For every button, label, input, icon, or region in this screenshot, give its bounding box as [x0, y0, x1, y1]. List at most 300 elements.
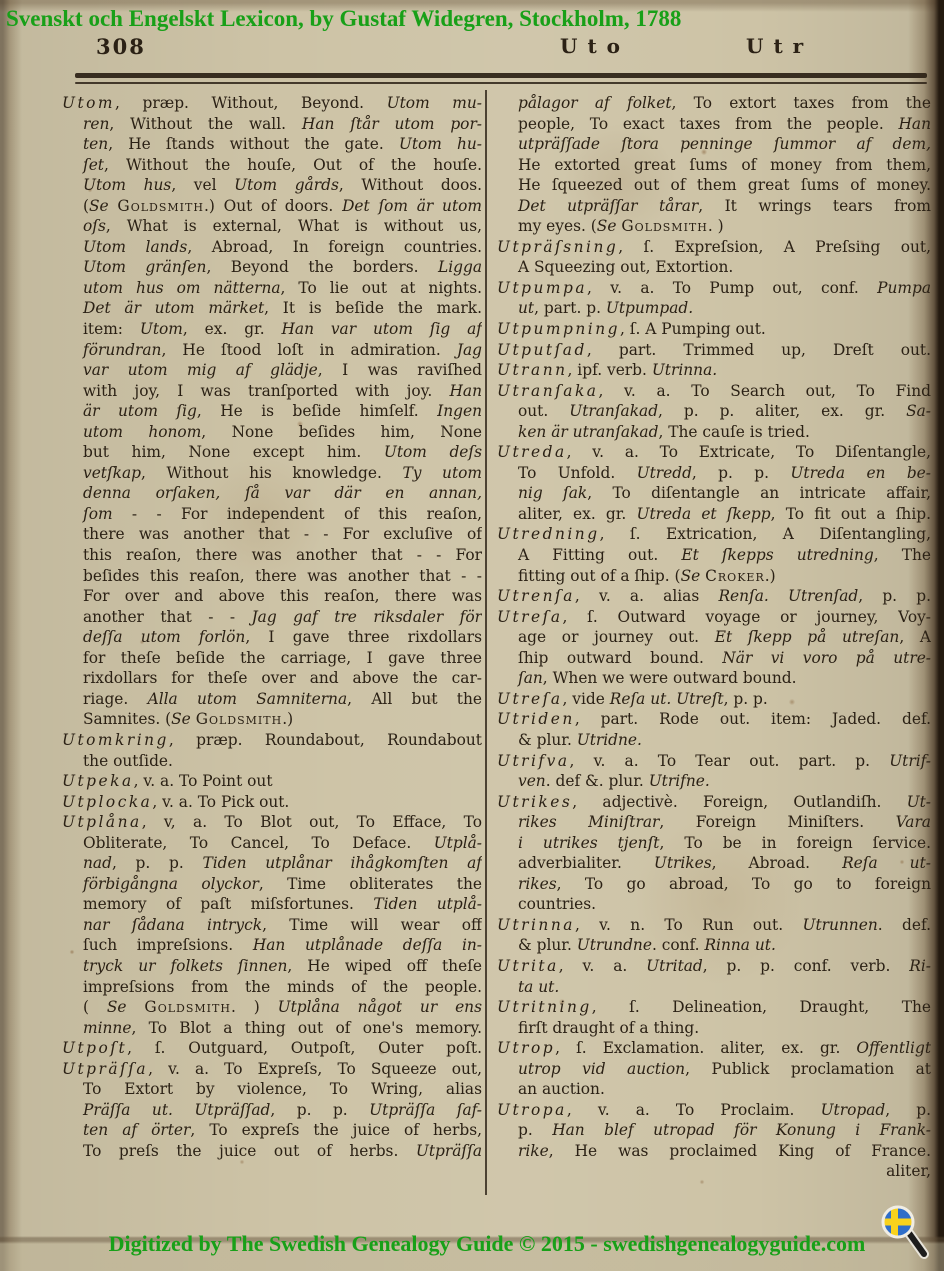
text-line: [62, 1120, 482, 1141]
text-segment: Utplåna något ur ens: [277, 998, 482, 1017]
text-segment: Tiden utplånar ihågkomſten af: [202, 854, 482, 873]
headword: Utplocka: [62, 792, 153, 811]
text-segment: & plur.: [518, 730, 577, 749]
text-segment: ſuch impreſsions.: [83, 936, 253, 955]
headword: Utom: [62, 94, 116, 112]
text-segment: , p.: [885, 1100, 931, 1119]
text-line: [62, 155, 482, 176]
text-segment: aliter,: [886, 1162, 931, 1181]
text-line: [62, 93, 482, 114]
text-segment: (: [83, 196, 90, 215]
text-line: [497, 956, 931, 977]
text-line: [62, 442, 482, 463]
text-line: [497, 833, 931, 854]
text-segment: minne: [83, 1018, 132, 1037]
text-segment: rikes Miniſtrar: [518, 813, 660, 832]
text-segment: To Extort by violence, To Wring, alias: [83, 1080, 482, 1099]
text-segment: utrop vid auction: [518, 1059, 686, 1078]
text-segment: for theſe beſide the carriage, I gave three: [83, 648, 482, 667]
headword: Utpeka: [62, 772, 134, 791]
text-line: [497, 1059, 931, 1080]
text-segment: , v. a. alias: [574, 587, 719, 606]
text-segment: var utom mig af glädje: [83, 361, 318, 380]
text-segment: , He was proclaimed King of France.: [548, 1141, 931, 1160]
text-segment: Reſa ut-: [842, 854, 931, 873]
text-line: [62, 1079, 482, 1100]
text-line: [62, 668, 482, 689]
text-segment: Han utplånade deſſa in-: [252, 936, 482, 955]
text-segment: Jag gaf tre riksdaler för: [251, 607, 482, 626]
text-segment: Utreda en be-: [790, 463, 931, 482]
text-segment: Jag: [456, 340, 482, 359]
text-line: [497, 689, 931, 710]
text-line: [497, 442, 931, 463]
text-segment: nar ſådana intryck: [83, 915, 263, 934]
text-segment: Utritad: [646, 956, 703, 975]
text-line: [497, 360, 931, 381]
text-segment: Det ſom är utom: [342, 196, 482, 215]
text-segment: , He ſtood loſt in admiration.: [161, 340, 457, 359]
text-segment: To preſs the juice out of herbs.: [83, 1141, 416, 1160]
text-line: [497, 216, 931, 237]
text-segment: , He ſtands without the gate.: [108, 135, 399, 154]
text-segment: , ſ. Extrication, A Diſentangling,: [599, 525, 931, 544]
text-line: [497, 1079, 931, 1100]
headword: Utpoſt: [62, 1039, 128, 1058]
catchword: [497, 1161, 931, 1182]
text-segment: an auction.: [518, 1080, 605, 1099]
text-segment: , Time obliterates the: [258, 874, 482, 893]
text-segment: ſet: [83, 155, 104, 174]
text-segment: Det är utom märket: [83, 299, 265, 318]
headword: Utreſa: [497, 689, 563, 708]
text-segment: rixdollars for theſe over and above the car-: [83, 669, 482, 688]
text-line: [62, 586, 482, 607]
text-segment: , I was raviſhed: [317, 361, 482, 380]
text-segment: another that - -: [83, 607, 252, 626]
text-segment: .) Out of doors.: [203, 196, 343, 215]
text-segment: , adjectivè. Foreign, Outlandiſh.: [572, 792, 907, 811]
text-line: [62, 381, 482, 402]
text-segment: , The: [873, 546, 931, 565]
text-segment: Ingen: [437, 402, 482, 421]
headword: Utrop: [497, 1039, 556, 1058]
text-segment: Utridne.: [576, 730, 642, 749]
running-head-left: Uto: [560, 34, 631, 58]
text-segment: countries.: [518, 895, 597, 914]
text-line: [497, 751, 931, 772]
text-segment: age or journey out.: [518, 628, 715, 647]
text-line: [62, 114, 482, 135]
text-segment: Alla utom Samniterna: [147, 689, 348, 708]
text-segment: ta ut.: [518, 977, 560, 996]
text-line: [497, 771, 931, 792]
text-line: [62, 792, 482, 813]
text-line: [62, 175, 482, 196]
text-segment: Utom: [139, 320, 183, 339]
text-line: [62, 709, 482, 730]
text-segment: Utpräſſa ſaf-: [369, 1100, 482, 1119]
text-line: [497, 298, 931, 319]
page-number: 308: [96, 34, 146, 59]
text-segment: oſs: [83, 217, 106, 236]
text-segment: , Foreign Miniſters.: [659, 813, 896, 832]
text-segment: Utrikes: [653, 854, 712, 873]
text-segment: Utranſakad: [569, 402, 659, 421]
text-line: [497, 463, 931, 484]
text-segment: memory of paſt miſsfortunes.: [83, 895, 374, 914]
text-segment: , To go abroad, To go to foreign: [556, 874, 931, 893]
text-line: [62, 1100, 482, 1121]
text-line: [62, 319, 482, 340]
text-segment: , part. p.: [534, 299, 606, 318]
text-segment: , It is beſide the mark.: [264, 299, 482, 318]
text-segment: , præp. Roundabout, Roundabout: [168, 730, 482, 749]
text-segment: vetſkap: [83, 463, 142, 482]
headword: Utrann: [497, 361, 568, 380]
text-line: [62, 689, 482, 710]
text-line: [62, 833, 482, 854]
text-segment: . def.: [877, 915, 931, 934]
text-segment: , p. p.: [858, 587, 931, 606]
text-line: [497, 155, 931, 176]
text-segment: Han: [898, 114, 931, 133]
smallcaps-reference: Goldsmith: [621, 217, 708, 236]
smallcaps-reference: Croker: [705, 566, 765, 585]
text-segment: , To fit out a ſhip.: [770, 504, 931, 523]
text-segment: , Without the houſe, Out of the houſe.: [104, 155, 482, 174]
text-segment: , p. p.: [270, 1100, 370, 1119]
text-segment: Utpräſſa: [415, 1141, 482, 1160]
text-segment: ſom: [83, 504, 113, 523]
text-line: [497, 1038, 931, 1059]
text-segment: , ſ. Expreſsion, A Preſsing out,: [618, 237, 931, 256]
text-segment: . conf.: [651, 936, 705, 955]
text-segment: Ligga: [437, 258, 482, 277]
text-line: [497, 196, 931, 217]
headword: Utreda: [497, 443, 567, 462]
text-segment: .): [764, 566, 776, 585]
text-segment: , v. a.: [558, 956, 647, 975]
headword: Utpräſſa: [62, 1059, 149, 1078]
text-segment: fitting out of a ſhip. (: [518, 566, 681, 585]
text-segment: Obliterate, To Cancel, To Deface.: [83, 833, 434, 852]
text-line: [497, 381, 931, 402]
text-segment: rikes: [518, 874, 557, 893]
text-segment: , part. Trimmed up, Dreſt out.: [586, 340, 931, 359]
text-line: [62, 278, 482, 299]
text-segment: , v. a. To Pump out, conf.: [587, 278, 878, 297]
text-line: [62, 1038, 482, 1059]
text-line: [497, 237, 931, 258]
text-segment: with joy, I was tranſported with joy.: [83, 381, 450, 400]
text-line: [497, 504, 931, 525]
text-segment: - - For independent of this reaſon,: [112, 504, 482, 523]
column-divider: [485, 90, 487, 1195]
text-line: [497, 257, 931, 278]
text-line: [62, 956, 482, 977]
text-line: [497, 709, 931, 730]
text-segment: pålagor af folket: [518, 94, 672, 112]
text-segment: , ex. gr.: [182, 320, 282, 339]
text-segment: , A: [899, 628, 931, 647]
headword: Utropa: [497, 1100, 567, 1119]
text-segment: , ſ. Outguard, Outpoſt, Outer poſt.: [127, 1039, 482, 1058]
text-segment: aliter, ex. gr.: [518, 504, 637, 523]
text-segment: Han: [449, 381, 482, 400]
swedish-flag-magnifier-icon: [876, 1202, 936, 1268]
text-line: [62, 401, 482, 422]
text-segment: i utrikes tjenſt: [518, 833, 660, 852]
text-segment: He ſqueezed out of them great ſums of money.: [518, 176, 931, 195]
headword: Utredning: [497, 525, 600, 544]
text-segment: utom honom: [83, 422, 202, 441]
text-segment: , To Blot a thing out of one's memory.: [131, 1018, 482, 1037]
text-segment: Utom mu-: [386, 94, 482, 112]
text-segment: Se: [171, 710, 196, 729]
text-segment: , v. a. To Search out, To Find: [598, 381, 931, 400]
text-line: [62, 504, 482, 525]
text-segment: Se: [106, 998, 145, 1017]
text-line: [497, 401, 931, 422]
headword: Utreſa: [497, 607, 563, 626]
text-segment: adverbialiter.: [518, 854, 654, 873]
text-segment: Utom gårds: [234, 176, 339, 195]
headword: Utrinna: [497, 915, 575, 934]
text-segment: A Squeezing out, Extortion.: [518, 258, 734, 277]
text-segment: Samnites. (: [83, 710, 172, 729]
headword: Utrifva: [497, 751, 570, 770]
text-segment: , He wiped off theſe: [287, 956, 482, 975]
text-segment: , The cauſe is tried.: [658, 422, 810, 441]
headword: Utriden: [497, 710, 575, 729]
text-segment: Utom hus: [83, 176, 172, 195]
text-line: [497, 874, 931, 895]
text-segment: p.: [518, 1121, 553, 1140]
text-line: [62, 463, 482, 484]
text-segment: , Publick proclamation at: [685, 1059, 931, 1078]
text-segment: firſt draught of a thing.: [518, 1018, 700, 1037]
headword: Utplåna: [62, 813, 142, 832]
text-segment: rike: [518, 1141, 549, 1160]
text-segment: , vide: [562, 689, 610, 708]
text-line: [62, 134, 482, 155]
text-line: [497, 175, 931, 196]
text-line: [497, 977, 931, 998]
headword: Utranſaka: [497, 381, 599, 400]
text-segment: , ſ. A Pumping out.: [619, 320, 766, 339]
text-line: [62, 1141, 482, 1162]
text-line: [497, 340, 931, 361]
text-segment: , To extort taxes from the: [671, 94, 931, 112]
text-line: [62, 627, 482, 648]
text-line: [62, 360, 482, 381]
text-segment: , None beſides him, None: [201, 422, 482, 441]
text-segment: . ): [707, 217, 724, 236]
text-segment: , I gave three rixdollars: [245, 628, 482, 647]
text-segment: förbigångna olyckor: [83, 874, 259, 893]
text-segment: Utplå-: [433, 833, 482, 852]
text-segment: the outſide.: [83, 751, 173, 770]
running-head-right: Utr: [746, 34, 814, 58]
text-segment: Et ſkepps utredning: [681, 546, 874, 565]
text-line: [497, 93, 931, 114]
text-line: [497, 134, 931, 155]
text-column-left: [62, 93, 482, 1161]
text-segment: ten: [83, 135, 109, 154]
text-segment: , All but the: [347, 689, 482, 708]
text-segment: , Abroad.: [711, 854, 843, 873]
text-segment: impreſsions from the minds of the people.: [83, 977, 482, 996]
text-segment: A Fitting out.: [518, 546, 682, 565]
text-segment: Utropad: [820, 1100, 886, 1119]
text-segment: Rinna ut.: [704, 936, 776, 955]
text-segment: , v. a. To Expreſs, To Squeeze out,: [148, 1059, 482, 1078]
text-line: [62, 1018, 482, 1039]
text-line: [497, 566, 931, 587]
text-line: [62, 257, 482, 278]
text-segment: Se: [680, 566, 706, 585]
text-line: [62, 751, 482, 772]
text-line: [497, 894, 931, 915]
text-segment: ven: [518, 772, 546, 791]
text-segment: ken är utranſakad: [518, 422, 659, 441]
text-line: [62, 648, 482, 669]
text-line: [497, 915, 931, 936]
text-segment: ſan: [518, 669, 543, 688]
text-segment: Utom lands: [83, 237, 188, 256]
text-line: [62, 524, 482, 545]
text-segment: , Beyond the borders.: [206, 258, 438, 277]
smallcaps-reference: Goldsmith: [195, 710, 283, 729]
text-line: [497, 422, 931, 443]
text-segment: this reaſon, there was another that - - For: [83, 546, 482, 565]
text-line: [62, 545, 482, 566]
text-segment: , To expreſs the juice of herbs,: [190, 1121, 482, 1140]
text-line: [62, 853, 482, 874]
headword: Utrikes: [497, 792, 573, 811]
text-segment: Utredd: [636, 463, 692, 482]
text-segment: . ): [230, 998, 278, 1017]
text-segment: Utom hu-: [398, 135, 482, 154]
text-segment: Utrif-: [889, 751, 931, 770]
text-line: [62, 874, 482, 895]
text-segment: Renſa. Utrenſad: [718, 587, 859, 606]
text-segment: He extorted great ſums of money from them,: [518, 155, 931, 174]
text-segment: är utom ſig: [83, 402, 197, 421]
text-segment: Vara: [895, 813, 931, 832]
text-segment: , ſ. Delineation, Draught, The: [591, 998, 931, 1017]
text-line: [497, 524, 931, 545]
text-line: [62, 340, 482, 361]
text-line: [497, 1100, 931, 1121]
text-segment: , ſ. Outward voyage or journey, Voy-: [562, 607, 931, 626]
text-segment: När vi voro på utre-: [722, 648, 931, 667]
footer-credit: Digitized by The Swedish Genealogy Guide © 2015 - swedishgenealogyguide.com: [108, 1231, 866, 1256]
text-line: [62, 915, 482, 936]
text-segment: , v. a. To Tear out. part. p.: [569, 751, 890, 770]
text-line: [62, 997, 482, 1018]
text-segment: Utreda et ſkepp: [636, 504, 771, 523]
text-line: [497, 483, 931, 504]
text-line: [62, 607, 482, 628]
text-line: [62, 730, 482, 751]
header-rule-thin: [75, 82, 927, 84]
text-segment: Tiden utplå-: [373, 895, 482, 914]
text-line: [497, 648, 931, 669]
text-segment: people, To exact taxes from the people.: [518, 114, 899, 133]
text-segment: Sa-: [906, 402, 931, 421]
text-segment: Se: [596, 217, 622, 236]
text-segment: .): [282, 710, 294, 729]
text-segment: Ut-: [906, 792, 931, 811]
text-line: [497, 627, 931, 648]
text-segment: Reſa ut. Utreſt: [609, 689, 724, 708]
text-segment: tryck ur folkets ſinnen: [83, 956, 288, 975]
text-segment: Et ſkepp på utreſan: [714, 628, 900, 647]
text-line: [497, 730, 931, 751]
text-segment: ten af örter: [83, 1121, 191, 1140]
text-segment: , v. a. To Pick out.: [152, 792, 290, 811]
text-segment: , It wrings tears from: [698, 196, 931, 215]
text-segment: , To be in foreign ſervice.: [659, 833, 931, 852]
text-segment: Det utpräſſar tårar: [518, 196, 699, 215]
text-segment: Offentligt: [856, 1039, 931, 1058]
text-segment: , He is beſide himſelf.: [196, 402, 438, 421]
text-segment: Utpumpad.: [605, 299, 694, 318]
text-segment: , p. p.: [111, 854, 203, 873]
text-segment: , Without doos.: [338, 176, 482, 195]
text-segment: To Unfold.: [518, 463, 637, 482]
text-segment: nad: [83, 854, 112, 873]
text-segment: förundran: [83, 340, 162, 359]
text-segment: , Abroad, In foreign countries.: [187, 237, 482, 256]
headword: Utpräſsning: [497, 237, 619, 256]
text-line: [497, 607, 931, 628]
text-segment: Han ſtår utom por-: [301, 114, 482, 133]
text-segment: Utrinna.: [651, 361, 718, 380]
text-segment: ſhip outward bound.: [518, 648, 723, 667]
text-segment: Utom gränſen: [83, 258, 207, 277]
text-segment: , When we were outward bound.: [542, 669, 797, 688]
text-segment: out.: [518, 402, 570, 421]
text-line: [62, 566, 482, 587]
text-segment: my eyes. (: [518, 217, 597, 236]
text-segment: Han blef utropad för Konung i Frank-: [552, 1121, 931, 1140]
text-line: [497, 545, 931, 566]
headword: Utomkring: [62, 730, 169, 749]
text-line: [497, 114, 931, 135]
text-segment: utom hus om nätterna: [83, 278, 281, 297]
text-line: [497, 1141, 931, 1162]
text-segment: there was another that - - For excluſive of: [83, 525, 482, 544]
text-segment: , vel: [171, 176, 235, 195]
header-rule-thick: [75, 73, 927, 78]
text-segment: , p. p. aliter, ex. gr.: [658, 402, 907, 421]
text-segment: , To lie out at nights.: [280, 278, 482, 297]
text-line: [62, 935, 482, 956]
text-segment: nig ſak: [518, 484, 588, 503]
text-segment: , ſ. Exclamation. aliter, ex. gr.: [555, 1039, 857, 1058]
text-segment: , p. p. conf. verb.: [702, 956, 910, 975]
text-line: [497, 586, 931, 607]
text-line: [62, 216, 482, 237]
text-line: [497, 319, 931, 340]
text-line: [62, 483, 482, 504]
smallcaps-reference: Goldsmith: [144, 998, 231, 1017]
text-column-right: [497, 93, 931, 1182]
text-segment: Utrundne: [576, 936, 652, 955]
